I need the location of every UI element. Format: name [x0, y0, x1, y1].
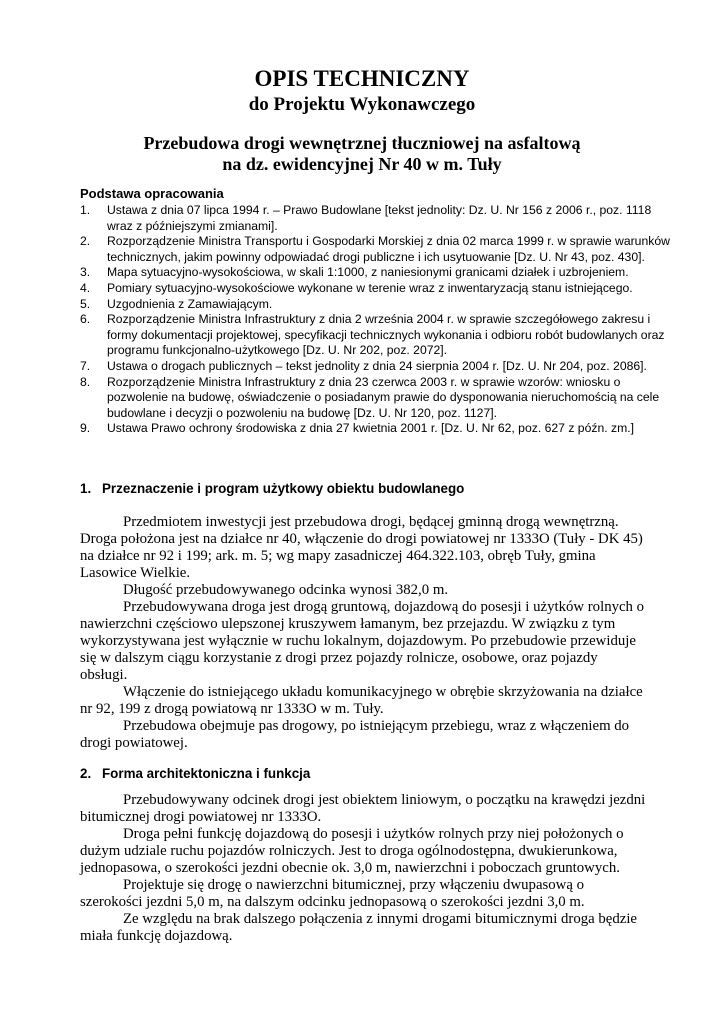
basis-item [80, 203, 680, 234]
basis-item-number: 1. [80, 203, 91, 217]
basis-item [80, 359, 680, 375]
basis-item-text: Rozporządzenie Ministra Transportu i Gospodarki Morskiej z dnia 02 marca 1999 r. w sprawie warunków technicznych, jakim powinny odpowiadać drogi publiczne i ich usytuowanie [Dz. U. Nr 43, poz. 430]. [107, 234, 670, 264]
basis-item [80, 297, 680, 313]
document-title: OPIS TECHNICZNY [254, 66, 470, 91]
section-1-paragraph: Długość przebudowywanego odcinka wynosi 382,0 m. [123, 582, 449, 598]
section-2-number: 2. [80, 766, 92, 781]
section-1-number: 1. [80, 481, 92, 496]
basis-item-text: Pomiary sytuacyjno-wysokościowe wykonane w terenie wraz z inwentaryzacją stanu istniejącego. [107, 280, 633, 295]
section-1-paragraph: Przebudowywana droga jest drogą gruntową, dojazdową do posesji i użytków rolnych o nawierzchni częściowo ulepszonej kruszywem łamanym, bez przejazdu. W związku z tym wykorzystywana jest wyłącznie w ruchu lokalnym, dojazdowym. Po przebudowie przewiduje się w dalszym ciągu korzystanie z drogi przez pojazdy rolnicze, osobowe, oraz pojazdy obsługi. [80, 599, 645, 683]
section-2-body [80, 792, 646, 945]
project-title [0, 133, 724, 175]
section-1-heading [80, 481, 464, 496]
section-1-paragraph: Przedmiotem inwestycji jest przebudowa drogi, będącej gminną drogą wewnętrzną. Droga położona jest na działce nr 40, włączenie do drogi powiatowej nr 1333O (Tuły - DK 45) na działce nr 92 i 199; ark. m. 5; wg mapy zasadniczej 464.322.103, obręb Tuły, gmina Lasowice Wielkie. [80, 514, 643, 581]
basis-item [80, 421, 680, 437]
project-title-line-1: Przebudowa drogi wewnętrznej tłuczniowej na asfaltową [143, 133, 581, 153]
basis-item-number: 3. [80, 265, 91, 280]
basis-item [80, 281, 680, 297]
section-2-paragraph: Przebudowywany odcinek drogi jest obiektem liniowym, o początku na krawędzi jezdni bitumicznej drogi powiatowej nr 1333O. [80, 792, 646, 825]
basis-item [80, 375, 680, 422]
document-subtitle: do Projektu Wykonawczego [248, 94, 476, 115]
basis-item-number: 9. [80, 421, 91, 436]
basis-item [80, 234, 680, 265]
section-2-paragraph: Ze względu na brak dalszego połączenia z innymi drogami bitumicznymi droga będzie miała funkcję dojazdową. [80, 911, 638, 944]
section-2-title: Forma architektoniczna i funkcja [102, 766, 311, 781]
basis-item-text: Ustawa Prawo ochrony środowiska z dnia 27 kwietnia 2001 r. [Dz. U. Nr 62, poz. 627 z późn. zm.] [107, 421, 635, 436]
basis-item-text: Mapa sytuacyjno-wysokościowa, w skali 1:1000, z naniesionymi granicami działek i uzbrojeniem. [107, 265, 629, 280]
section-1-paragraph: Przebudowa obejmuje pas drogowy, po istniejącym przebiegu, wraz z włączeniem do drogi powiatowej. [80, 718, 630, 751]
basis-item-text: Uzgodnienia z Zamawiającym. [107, 296, 273, 311]
basis-heading: Podstawa opracowania [80, 186, 224, 201]
basis-item-number: 7. [80, 358, 91, 373]
section-1-body [80, 514, 646, 752]
basis-item-text: Rozporządzenie Ministra Infrastruktury z dnia 23 czerwca 2003 r. w sprawie wzorów: wniosku o pozwolenie na budowę, oświadczenie o posiadanym prawie do dysponowania nieruchomością na cele budowlane i decyzji o pozwoleniu na budowę [Dz. U. Nr 120, poz. 1127]. [107, 374, 660, 420]
project-title-line-2: na dz. ewidencyjnej Nr 40 w m. Tuły [222, 154, 502, 174]
section-2-paragraph: Droga pełni funkcję dojazdową do posesji i użytków rolnych przy niej położonych o dużym udziale ruchu pojazdów rolniczych. Jest to droga ogólnodostępna, dwukierunkowa, jednopasowa, o szerokości jezdni obecnie ok. 3,0 m, nawierzchni i poboczach gruntowych. [80, 826, 624, 876]
basis-item-number: 6. [80, 312, 91, 327]
basis-item-number: 8. [80, 374, 91, 389]
basis-item [80, 265, 680, 281]
section-1-title: Przeznaczenie i program użytkowy obiektu budowlanego [102, 481, 465, 496]
section-2-paragraph: Projektuje się drogę o nawierzchni bitumicznej, przy włączeniu dwupasową o szerokości jezdni 5,0 m, na dalszym odcinku jednopasową o szerokości jezdni 3,0 m. [80, 877, 585, 910]
section-1-paragraph: Włączenie do istniejącego układu komunikacyjnego w obrębie skrzyżowania na działce nr 92, 199 z drogą powiatową nr 1333O w m. Tuły. [80, 684, 643, 717]
section-2-heading [80, 766, 310, 781]
basis-item-number: 5. [80, 296, 91, 311]
basis-item [80, 312, 680, 359]
basis-item-number: 4. [80, 280, 91, 295]
basis-item-text: Ustawa z dnia 07 lipca 1994 r. – Prawo Budowlane [tekst jednolity: Dz. U. Nr 156 z 2006 r., poz. 1118 wraz z późniejszymi zmianami]. [107, 203, 652, 233]
basis-item-text: Ustawa o drogach publicznych – tekst jednolity z dnia 24 sierpnia 2004 r. [Dz. U. Nr 204, poz. 2086]. [107, 358, 647, 373]
basis-item-number: 2. [80, 234, 91, 249]
basis-item-text: Rozporządzenie Ministra Infrastruktury z dnia 2 września 2004 r. w sprawie szczegółowego zakresu i formy dokumentacji projektowej, specyfikacji technicznych wykonania i odbioru robót budowlanych oraz programu funkcjonalno-użytkowego [Dz. U. Nr 202, poz. 2072]. [107, 312, 665, 358]
basis-list [80, 203, 680, 437]
